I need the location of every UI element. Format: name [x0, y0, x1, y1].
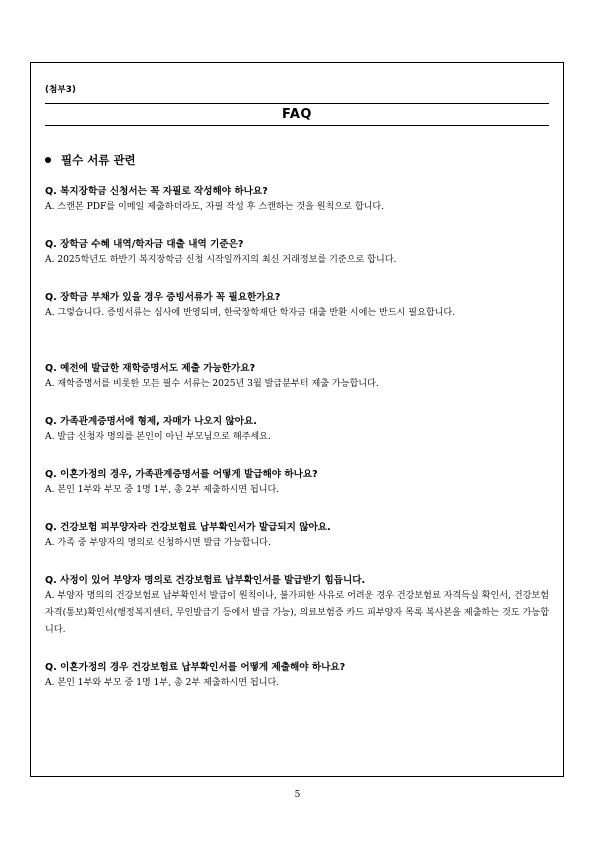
faq-question: Q. 이혼가정의 경우 건강보험료 납부확인서를 어떻게 제출해야 하나요?: [45, 662, 346, 673]
document-frame: [30, 62, 564, 777]
section-heading: [45, 152, 136, 168]
faq-answer: A. 본인 1부와 부모 중 1명 1부, 총 2부 제출하시면 됩니다.: [45, 678, 280, 688]
faq-question: Q. 가족관계증명서에 형제, 자매가 나오지 않아요.: [45, 416, 257, 427]
title-bottom-rule: [45, 125, 549, 126]
page-number: 5: [294, 790, 301, 800]
faq-question: Q. 장학금 수혜 내역/학자금 대출 내역 기준은?: [45, 239, 244, 250]
faq-answer: A. 스캔본 PDF를 이메일 제출하더라도, 자필 작성 후 스캔하는 것을 원칙으로 합니다.: [45, 202, 385, 212]
faq-question: Q. 장학금 부채가 있을 경우 증빙서류가 꼭 필요한가요?: [45, 292, 281, 303]
faq-item: [45, 291, 549, 322]
faq-item: [45, 362, 549, 393]
faq-answer: A. 부양자 명의의 건강보험료 납부확인서 발급이 원칙이나, 불가피한 사유로 어려운 경우 건강보험료 자격득실 확인서, 건강보험자격(통보)확인서(행정복지센터, 무인발급기 등에서 발급 가능), 의료보험증 카드 피부양자 목록 복사본을 제출하는 것도 가능합니다.: [45, 591, 549, 635]
faq-question: Q. 예전에 발급한 재학증명서도 제출 가능한가요?: [45, 363, 256, 374]
faq-item: [45, 238, 549, 269]
faq-answer: A. 본인 1부와 부모 중 1명 1부, 총 2부 제출하시면 됩니다.: [45, 485, 280, 495]
title-top-rule: [45, 103, 549, 104]
faq-answer: A. 발급 신청자 명의를 본인이 아닌 부모님으로 해주세요.: [45, 432, 271, 442]
faq-item: [45, 468, 549, 499]
faq-item: [45, 574, 549, 639]
faq-question: Q. 사정이 있어 부양자 명의로 건강보험료 납부확인서를 발급받기 힘듭니다.: [45, 575, 366, 586]
attachment-label: (첨부3): [45, 85, 77, 95]
faq-answer: A. 2025학년도 하반기 복지장학금 신청 시작일까지의 최신 거래정보를 기준으로 합니다.: [45, 255, 397, 265]
faq-answer: A. 그렇습니다. 증빙서류는 심사에 반영되며, 한국장학재단 학자금 대출 반환 시에는 반드시 필요합니다.: [45, 308, 456, 318]
bullet-icon: [45, 157, 51, 163]
faq-answer: A. 재학증명서를 비롯한 모든 필수 서류는 2025년 3월 발급분부터 제출 가능합니다.: [45, 379, 379, 389]
faq-item: [45, 521, 549, 552]
faq-item: [45, 185, 549, 216]
faq-item: [45, 415, 549, 446]
faq-answer: A. 가족 중 부양자의 명의로 신청하시면 발급 가능합니다.: [45, 538, 271, 548]
faq-question: Q. 복지장학금 신청서는 꼭 자필로 작성해야 하나요?: [45, 186, 268, 197]
faq-item: [45, 661, 549, 692]
faq-question: Q. 건강보험 피부양자라 건강보험료 납부확인서가 발급되지 않아요.: [45, 522, 331, 533]
page-title: FAQ: [281, 107, 312, 122]
faq-question: Q. 이혼가정의 경우, 가족관계증명서를 어떻게 발급해야 하나요?: [45, 469, 318, 480]
section-heading-text: 필수 서류 관련: [61, 153, 136, 167]
